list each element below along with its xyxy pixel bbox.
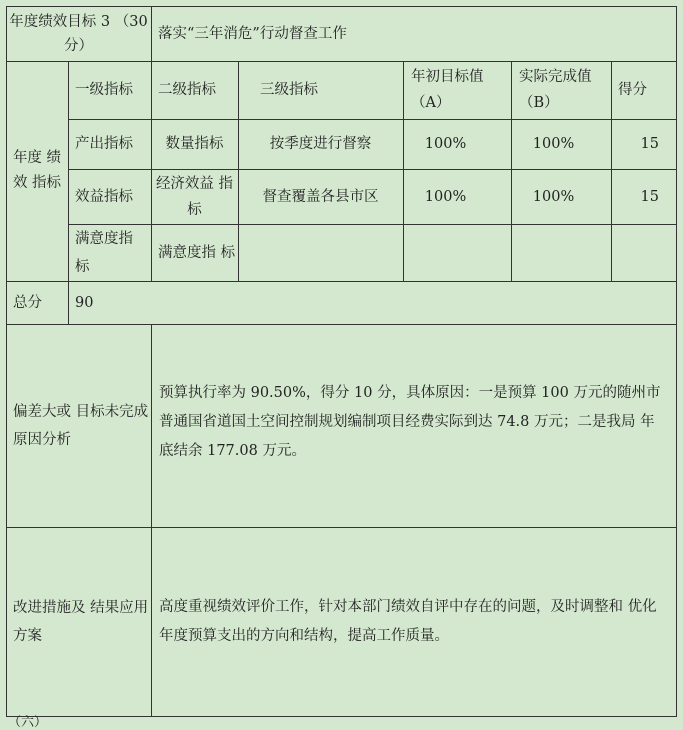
goal-label-line2: （30 分）: [64, 13, 148, 54]
grid-line: [68, 224, 677, 225]
improvement-label-line1: 改进措施及: [13, 600, 86, 616]
row1-level1: 产出指标: [75, 136, 133, 152]
header-level1: 一级指标: [75, 82, 133, 98]
indicator-section-label-line3: 指标: [32, 175, 62, 191]
row2-actual: 100%: [532, 188, 575, 205]
grid-line: [6, 61, 677, 62]
deviation-label-line1: 偏差大或: [13, 403, 71, 420]
improvement-text: [151, 527, 677, 717]
improvement-label-line2: 结果应用方案: [13, 600, 149, 644]
grid-line: [611, 61, 612, 281]
improvement-text-line1: 高度重视绩效评价工作，针对本部门绩效自评中存在的问题，及时调整和: [159, 599, 623, 615]
header-level3: 三级指标: [260, 82, 318, 98]
next-section-heading-fragment: （六）: [8, 715, 48, 730]
grid-line: [6, 324, 677, 325]
row2-level2-line2: 指标: [187, 175, 234, 218]
deviation-text: [151, 324, 677, 527]
grid-line: [238, 61, 239, 281]
row3-level3: [238, 224, 403, 281]
grid-line: [151, 324, 152, 716]
total-value: 90: [75, 294, 94, 311]
grid-line: [6, 281, 677, 282]
row2-level2: [151, 169, 238, 224]
grid-line: [6, 527, 677, 528]
header-score: 得分: [618, 82, 647, 98]
row1-actual: 100%: [532, 136, 575, 152]
row3-level2: [151, 224, 238, 281]
header-level2: 二级指标: [158, 82, 216, 98]
deviation-label-line3: 原因分析: [13, 431, 71, 448]
improvement-text-line2: 优化年度预算支出的方向和结构，提高工作质量。: [159, 599, 657, 644]
goal-label-line1: 年度绩效目标 3: [9, 13, 111, 30]
improvement-label: [6, 527, 151, 717]
row1-level2: 数量指标: [165, 136, 224, 152]
row2-score: 15: [640, 188, 659, 205]
total-label: 总分: [13, 294, 42, 311]
grid-line: [68, 169, 677, 170]
grid-line: [68, 119, 677, 120]
grid-line: [6, 716, 677, 717]
grid-line: [68, 61, 69, 324]
indicator-section-label-line2: 绩效: [12, 150, 62, 191]
row3-level2-line1: 满意度指: [158, 244, 216, 261]
row3-level1: [68, 224, 151, 281]
deviation-label: [6, 324, 151, 527]
row1-target: 100%: [424, 136, 467, 152]
grid-line: [403, 61, 404, 281]
grid-line: [151, 61, 152, 281]
header-actual-line2: （B）: [519, 95, 559, 111]
grid-line: [151, 6, 152, 61]
row2-level2-line1: 经济效益: [155, 175, 214, 192]
grid-line: [6, 6, 677, 7]
row2-target: 100%: [424, 188, 467, 205]
deviation-text-line3: 年底结余 177.08 万元。: [159, 414, 655, 459]
row2-level1: 效益指标: [75, 188, 133, 205]
row2-level3: 督查覆盖各县市区: [262, 188, 379, 205]
header-target-line2: （A）: [411, 95, 451, 111]
row3-level1-line2: 标: [75, 258, 90, 275]
header-target-line1: 年初目标值: [411, 69, 484, 85]
indicator-section-label-line1: 年度: [12, 150, 42, 166]
header-actual-line1: 实际完成值: [519, 69, 592, 85]
grid-line: [676, 6, 677, 716]
row3-target: [403, 224, 511, 281]
deviation-text-line1: 预算执行率为 90.50%，得分 10 分，具体原因：一是预算 100 万元的随州市: [159, 385, 661, 401]
grid-line: [6, 6, 7, 716]
deviation-text-line2: 普通国省道国土空间控制规划编制项目经费实际到达 74.8 万元；二是我局: [159, 414, 636, 430]
row1-level3: 按季度进行督察: [269, 136, 372, 152]
goal-label: [6, 6, 151, 61]
row1-score: 15: [640, 136, 659, 152]
row3-score: [611, 224, 677, 281]
row3-level2-line2: 标: [220, 244, 236, 261]
row3-level1-line1: 满意度指: [75, 230, 133, 247]
goal-content: 落实“三年消危”行动督查工作: [158, 25, 347, 42]
deviation-label-line2: 目标未完成: [75, 403, 149, 420]
row3-actual: [511, 224, 611, 281]
header-actual: [511, 61, 611, 119]
header-target: [403, 61, 511, 119]
grid-line: [511, 61, 512, 281]
indicator-section-label: [6, 61, 68, 281]
